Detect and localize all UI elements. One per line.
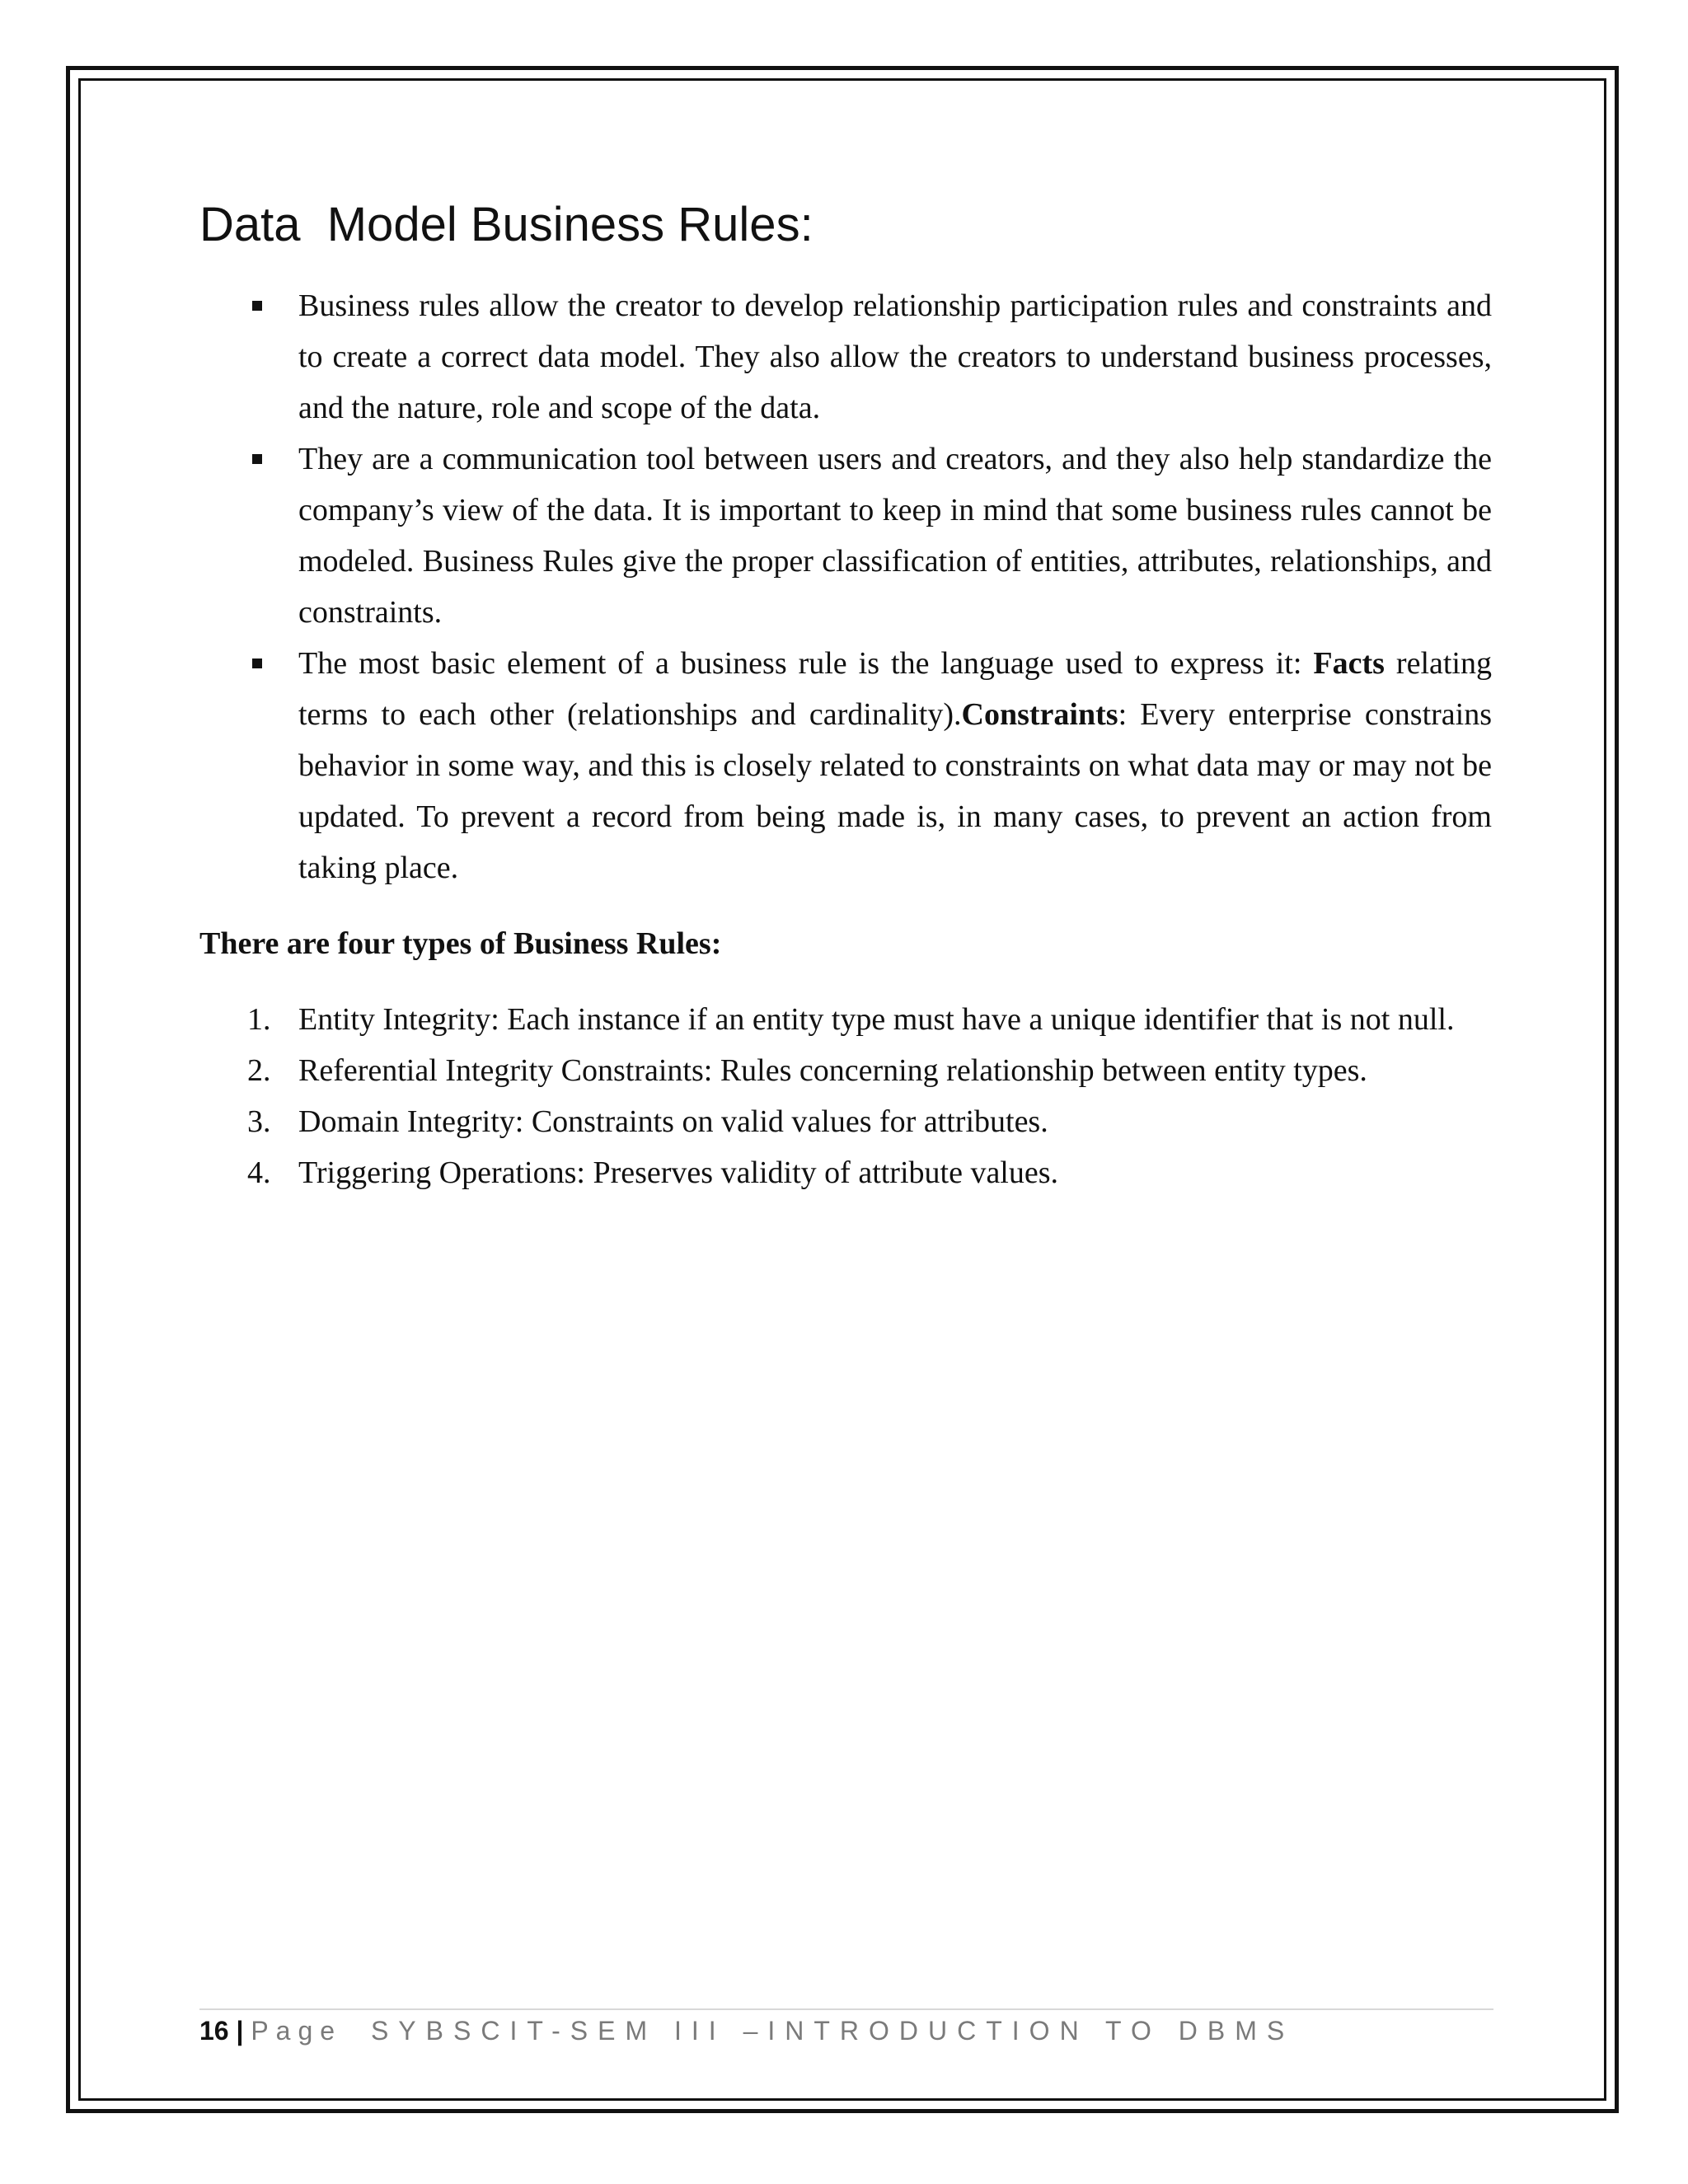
item-text: Entity Integrity: Each instance if an entity type must have a unique identifier that is not null. (298, 1002, 1455, 1038)
numbered-item (199, 1096, 1492, 1147)
bold-term-constraints: Constraints (961, 697, 1118, 733)
numbered-item (199, 1147, 1492, 1198)
numbered-item (199, 994, 1492, 1045)
item-number: 4. (247, 1155, 271, 1191)
business-rule-types-list (199, 994, 1492, 1198)
page-content (199, 194, 1492, 1198)
square-bullet-icon (252, 454, 262, 464)
bold-term-facts: Facts (1313, 646, 1385, 682)
page-footer (199, 2014, 1294, 2047)
item-number: 1. (247, 1002, 271, 1038)
footer-separator: | (236, 2016, 244, 2046)
item-text: Triggering Operations: Preserves validity of attribute values. (298, 1155, 1059, 1191)
types-heading: There are four types of Business Rules: (199, 926, 722, 962)
course-title: SYBSCIT-SEM III –INTRODUCTION TO DBMS (370, 2016, 1295, 2046)
bullet-item (199, 434, 1492, 638)
item-text: Referential Integrity Constraints: Rules concerning relationship between entity types. (298, 1053, 1367, 1089)
footer-divider (199, 2008, 1493, 2010)
bullet-item (199, 638, 1492, 893)
item-text: Domain Integrity: Constraints on valid values for attributes. (298, 1104, 1048, 1140)
square-bullet-icon (252, 658, 262, 668)
item-number: 2. (247, 1053, 271, 1089)
square-bullet-icon (252, 301, 262, 311)
page-label: Page (251, 2016, 343, 2046)
bullet-text: Business rules allow the creator to develop relationship participation rules and constraints and to create a correct data model. They also allow the creators to understand business processes, and the nature, role and scope of the data. (298, 288, 1492, 426)
business-rules-bullet-list (199, 280, 1492, 893)
bullet-text: They are a communication tool between users and creators, and they also help standardize the company’s view of the data. It is important to keep in mind that some business rules cannot be modeled. Business Rules give the proper classification of entities, attributes, relationships, and constraints. (298, 442, 1492, 630)
bullet-text-part: The most basic element of a business rule is the language used to express it: (298, 646, 1314, 682)
item-number: 3. (247, 1104, 271, 1140)
page-title: Data Model Business Rules: (199, 198, 814, 251)
page-number: 16 (199, 2016, 229, 2046)
bullet-text-part: : Every enterprise constrains behavior in some way, and this is closely related to constraints on what data may or may not be updated. To prevent a record from being made is, in many cases, to prevent an action from taking place. (298, 697, 1492, 886)
bullet-item (199, 280, 1492, 434)
bullet-text-part: relating terms to each other (relationships and cardinality). (298, 646, 1492, 733)
numbered-item (199, 1045, 1492, 1096)
